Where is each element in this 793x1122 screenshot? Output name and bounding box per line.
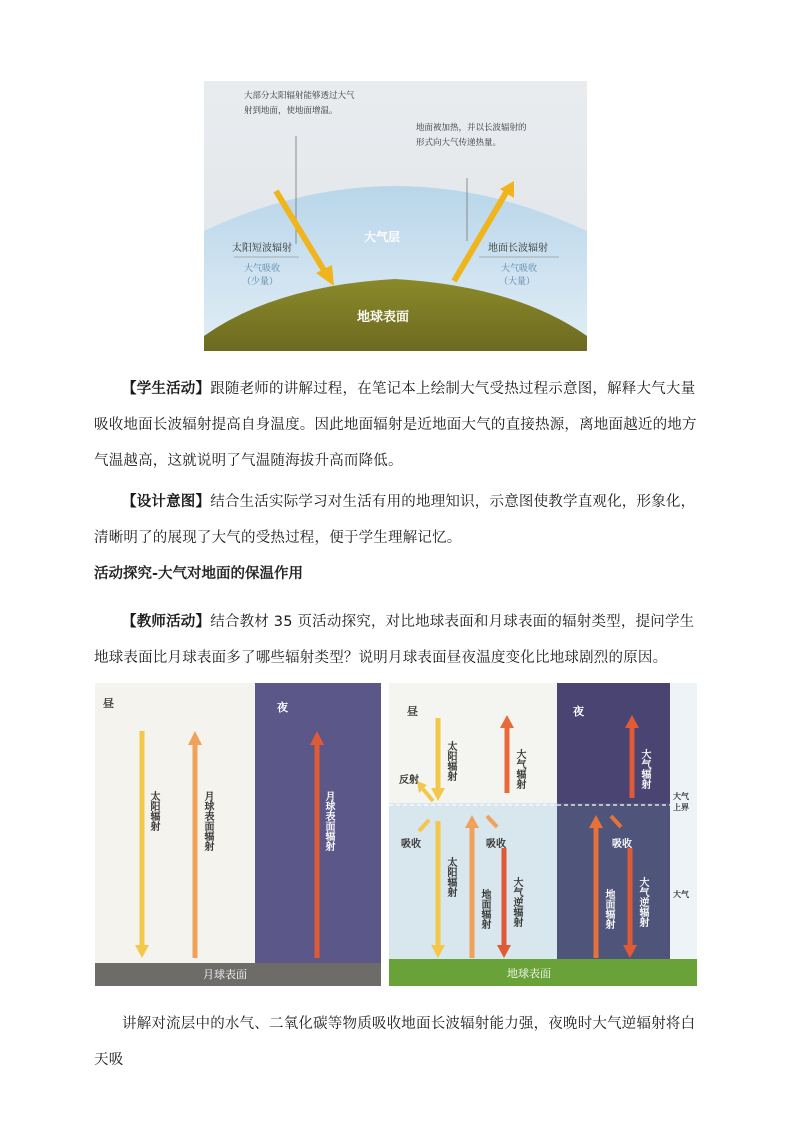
- note-right: 地面被加热，并以长波辐射的形式向大气传递热量。: [416, 123, 527, 148]
- earth-surface-label-2: 地球表面: [507, 967, 551, 980]
- ground-absorb-amount: （大量）: [499, 277, 536, 287]
- earth-atm-rad-day-label: 大气辐射: [514, 749, 525, 789]
- earth-absorb-mid-label: 吸收: [486, 839, 506, 850]
- night-counter-rad-label: 大气逆辐射: [637, 877, 648, 927]
- reflect-label: 反射: [399, 775, 419, 786]
- atm-top-label: 大气上界: [673, 792, 689, 812]
- earth-day-label: 昼: [407, 705, 418, 718]
- night-ground-rad-label: 地面辐射: [603, 889, 614, 929]
- teacher-activity-tag: 【教师活动】: [122, 614, 211, 630]
- earth-solar-lower-label: 太阳辐射: [445, 857, 456, 897]
- earth-counter-rad-label: 大气逆辐射: [511, 877, 522, 927]
- design-intent-tag: 【设计意图】: [122, 494, 211, 510]
- student-activity-text: 跟随老师的讲解过程，在笔记本上绘制大气受热过程示意图，解释大气大量吸收地面长波辐射提高自身温度。因此地面辐射是近地面大气的直接热源，离地面越近的地方气温越高，这就说明了气温随海拔升高而降低。: [94, 381, 697, 469]
- moon-surface-label: 月球表面: [203, 968, 247, 981]
- student-activity-paragraph: [94, 371, 700, 479]
- earth-ground-rad-label: 地面辐射: [479, 889, 490, 929]
- atmosphere-label: 大气层: [364, 230, 401, 244]
- moon-night-label: 夜: [277, 701, 288, 714]
- night-atm-rad-label: 大气辐射: [639, 749, 650, 789]
- earth-solar-top-label: 太阳辐射: [445, 741, 456, 781]
- solar-absorb-amount: （少量）: [242, 277, 279, 287]
- earth-night-label: 夜: [573, 705, 584, 718]
- night-absorb-label: 吸收: [612, 839, 632, 850]
- explanation-text: 讲解对流层中的水气、二氧化碳等物质吸收地面长波辐射能力强，夜晚时大气逆辐射将白天吸: [94, 1016, 696, 1068]
- solar-absorb-label: 大气吸收: [244, 264, 281, 274]
- design-intent-text: 结合生活实际学习对生活有用的地理知识，示意图使教学直观化，形象化，清晰明了的展现了大气的受热过程，便于学生理解记忆。: [94, 494, 696, 546]
- student-activity-tag: 【学生活动】: [122, 381, 211, 397]
- earth-diagram-graphic: [389, 683, 697, 986]
- note-left: 大部分太阳辐射能够透过大气射到地面，使地面增温。: [244, 91, 355, 116]
- moon-diagram-graphic: [95, 683, 381, 986]
- solar-shortwave-label: 太阳短波辐射: [232, 243, 292, 254]
- design-intent-paragraph: [94, 484, 700, 556]
- teacher-activity-paragraph: [94, 604, 700, 676]
- teacher-activity-text: 结合教材 35 页活动探究，对比地球表面和月球表面的辐射类型，提问学生地球表面比月球表面多了哪些辐射类型？说明月球表面昼夜温度变化比地球剧烈的原因。: [94, 614, 695, 666]
- atmosphere-heating-diagram: [204, 81, 587, 351]
- earth-surface-label: 地球表面: [357, 310, 410, 325]
- moon-surface-night-label: 月球表面辐射: [323, 791, 334, 851]
- earth-radiation-diagram: [389, 683, 697, 986]
- moon-solar-label: 太阳辐射: [148, 791, 159, 831]
- earth-absorb-left-label: 吸收: [401, 839, 421, 850]
- explanation-paragraph: [94, 1006, 700, 1078]
- moon-day-label: 昼: [103, 697, 114, 710]
- moon-surface-day-label: 月球表面辐射: [202, 791, 213, 851]
- moon-radiation-diagram: [95, 683, 381, 986]
- atm-label: 大气: [673, 890, 689, 899]
- ground-absorb-label: 大气吸收: [501, 264, 538, 274]
- section-heading: 活动探究-大气对地面的保温作用: [94, 566, 304, 582]
- ground-longwave-label: 地面长波辐射: [488, 243, 548, 254]
